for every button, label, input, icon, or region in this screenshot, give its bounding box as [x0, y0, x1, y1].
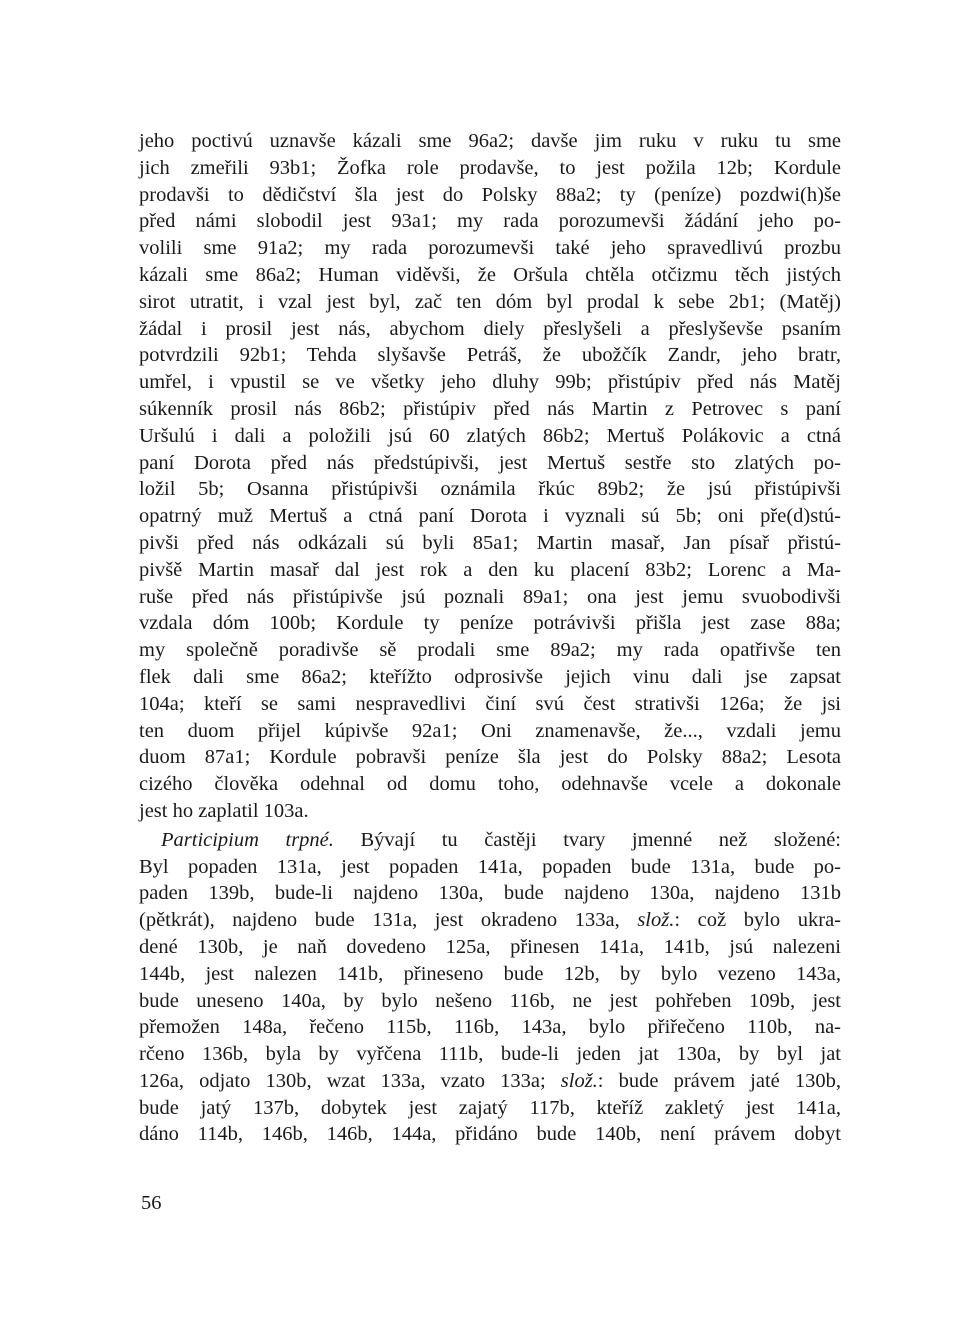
- text-line: opatrný muž Mertuš a ctná paní Dorota i vyznali sú 5b; oni pře(d)stú-: [139, 505, 841, 528]
- text-line: přemožen 148a, řečeno 115b, 116b, 143a, bylo přiřečeno 110b, na-: [139, 1016, 841, 1039]
- text-line: prodavši to dědičství šla jest do Polsky 88a2; ty (peníze) pozdwi(h)še: [139, 183, 841, 206]
- text-line: dené 130b, je naň dovedeno 125a, přinesen 141a, 141b, jsú nalezeni: [139, 935, 841, 958]
- text-line-with-abbreviation: [139, 1068, 841, 1095]
- text-line: žádal i prosil jest nás, abychom diely přeslyšeli a přeslyševše psaním: [139, 317, 841, 340]
- text-line: bude jatý 137b, dobytek jest zajatý 117b, kteříž zakletý jest 141a,: [139, 1096, 841, 1119]
- text-line: ten duom přijel kúpivše 92a1; Oni znamenavše, že..., vzdali jemu: [139, 719, 841, 742]
- text-line: volili sme 91a2; my rada porozumevši také jeho spravedlivú prozbu: [139, 237, 841, 260]
- text-line: ruše před nás přistúpivše jsú poznali 89a1; ona jest jemu svuobodivši: [139, 585, 841, 608]
- text-line-with-abbreviation: [139, 907, 841, 934]
- text-line: kázali sme 86a2; Human viděvši, že Oršula chtěla otčizmu těch jistých: [139, 263, 841, 286]
- section-heading: Participium trpné.: [161, 828, 334, 851]
- text-line: ložil 5b; Osanna přistúpivši oznámila řkúc 89b2; že jsú přistúpivši: [139, 478, 841, 501]
- text-segment: : bude právem jaté 130b,: [597, 1069, 841, 1092]
- text-line: rčeno 136b, byla by vyřčena 111b, bude-li jeden jat 130a, by byl jat: [139, 1043, 841, 1066]
- text-line: flek dali sme 86a2; kteřížto odprosivše jejich vinu dali jse zapsat: [139, 665, 841, 688]
- page-number: 56: [141, 1192, 162, 1214]
- text-segment: (pětkrát), najdeno bude 131a, jest okradeno 133a,: [139, 909, 638, 932]
- text-line: duom 87a1; Kordule pobravši peníze šla jest do Polsky 88a2; Lesota: [139, 746, 841, 769]
- abbreviation: slož.: [637, 909, 675, 932]
- text-line: súkenník prosil nás 86b2; přistúpiv před nás Martin z Petrovec s paní: [139, 397, 841, 420]
- body-text: [139, 128, 841, 1148]
- abbreviation: slož.: [560, 1069, 598, 1092]
- text-line: Byl popaden 131a, jest popaden 141a, popaden bude 131a, bude po-: [139, 855, 841, 878]
- text-line: 104a; kteří se sami nespravedlivi činí svú čest strativši 126a; že jsi: [139, 692, 841, 715]
- text-line: potvrdzili 92b1; Tehda slyšavše Petráš, že ubožčík Zandr, jeho bratr,: [139, 344, 841, 367]
- text-line: jich zmeřili 93b1; Žofka role prodavše, to jest požila 12b; Kordule: [139, 156, 841, 179]
- text-line: dáno 114b, 146b, 146b, 144a, přidáno bude 140b, není právem dobyt: [139, 1123, 841, 1146]
- text-line: pivši před nás odkázali sú byli 85a1; Martin masař, Jan písař přistú-: [139, 531, 841, 554]
- text-line: vzdala dóm 100b; Kordule ty peníze potrávivši přišla jest zase 88a;: [139, 612, 841, 635]
- text-line: sirot utratit, i vzal jest byl, zač ten dóm byl prodal k sebe 2b1; (Matěj): [139, 290, 841, 313]
- text-line: pivšě Martin masař dal jest rok a den ku placení 83b2; Lorenc a Ma-: [139, 558, 841, 581]
- text-line: 144b, jest nalezen 141b, přineseno bude 12b, by bylo vezeno 143a,: [139, 962, 841, 985]
- text-line: umřel, i vpustil se ve všetky jeho dluhy 99b; přistúpiv před nás Matěj: [139, 371, 841, 394]
- section-first-line: [139, 827, 841, 854]
- text-segment: 126a, odjato 130b, wzat 133a, vzato 133a;: [139, 1069, 561, 1092]
- text-line: my společně poradivše sě prodali sme 89a2; my rada opatřivše ten: [139, 639, 841, 662]
- text-line: paní Dorota před nás předstúpivši, jest Mertuš sestře sto zlatých po-: [139, 451, 841, 474]
- text-line: bude uneseno 140a, by bylo nešeno 116b, ne jest pohřeben 109b, jest: [139, 989, 841, 1012]
- text-line: jest ho zaplatil 103a.: [139, 799, 309, 822]
- text-line: Uršulú i dali a položili jsú 60 zlatých 86b2; Mertuš Polákovic a ctná: [139, 424, 841, 447]
- text-segment: : což bylo ukra-: [674, 909, 841, 932]
- text-line: cizého člověka odehnal od domu toho, odehnavše vcele a dokonale: [139, 773, 841, 796]
- section-first-line-text: Bývají tu častěji tvary jmenné než složené:: [333, 828, 841, 851]
- text-line: jeho poctivú uznavše kázali sme 96a2; davše jim ruku v ruku tu sme: [139, 130, 841, 152]
- text-line: před námi slobodil jest 93a1; my rada porozumevši žádání jeho po-: [139, 210, 841, 233]
- text-line: paden 139b, bude-li najdeno 130a, bude najdeno 130a, najdeno 131b: [139, 882, 841, 905]
